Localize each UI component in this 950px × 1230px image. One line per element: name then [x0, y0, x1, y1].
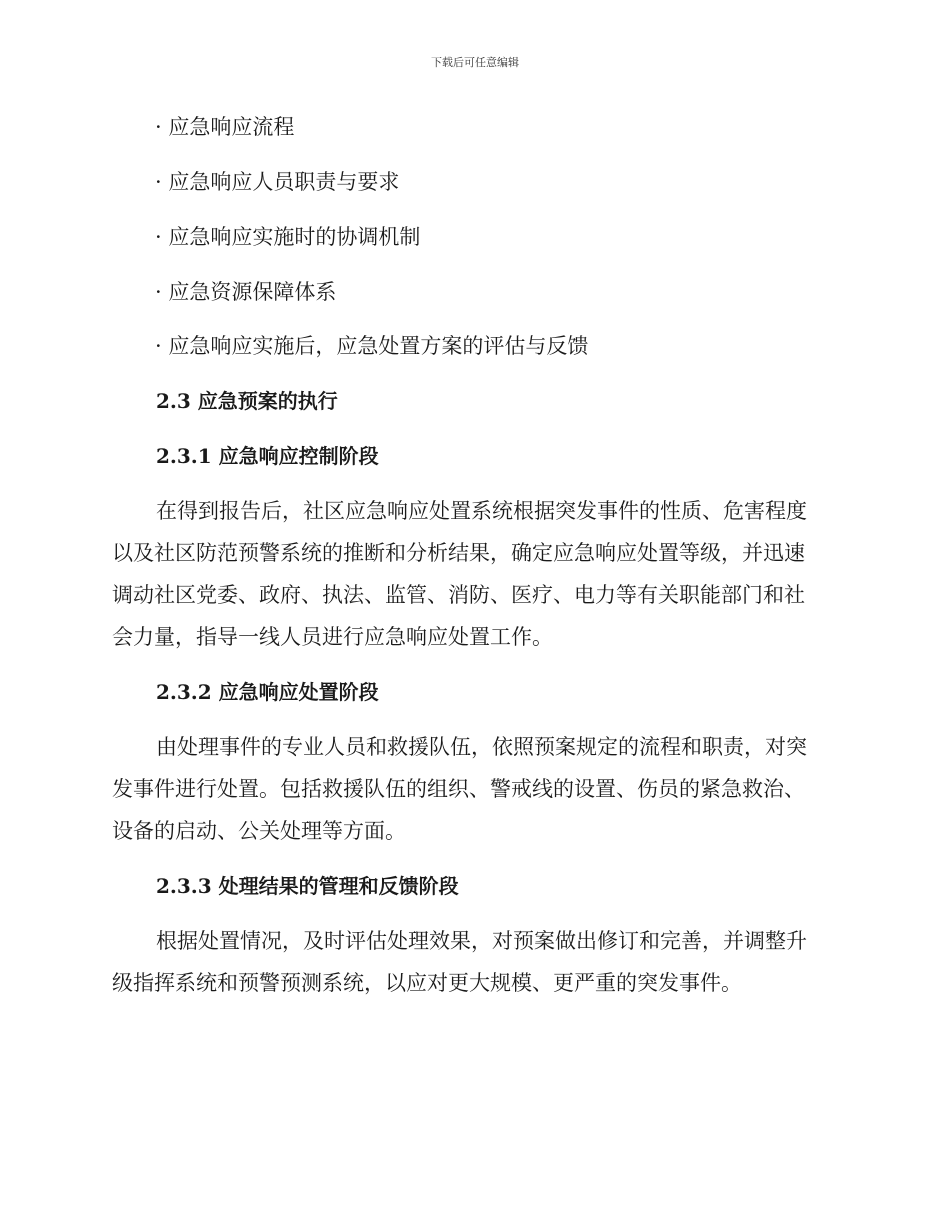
paragraph-line: 级指挥系统和预警预测系统，以应对更大规模、更严重的突发事件。 — [112, 971, 742, 995]
bullet-item: · 应急响应流程 — [155, 115, 295, 139]
bullet-item: · 应急资源保障体系 — [155, 280, 337, 304]
page-header: 下载后可任意编辑 — [431, 56, 519, 69]
paragraph-line: 设备的启动、公关处理等方面。 — [112, 819, 406, 843]
paragraph-line: 发事件进行处置。包括救援队伍的组织、警戒线的设置、伤员的紧急救治、 — [112, 777, 805, 801]
section-heading: 2.3 应急预案的执行 — [156, 389, 338, 413]
paragraph-line: 由处理事件的专业人员和救援队伍，依照预案规定的流程和职责，对突 — [156, 735, 807, 759]
bullet-item: · 应急响应人员职责与要求 — [155, 170, 400, 194]
bullet-item: · 应急响应实施时的协调机制 — [155, 225, 421, 249]
paragraph-line: 根据处置情况，及时评估处理效果，对预案做出修订和完善，并调整升 — [156, 929, 807, 953]
subsection-heading: 2.3.2 应急响应处置阶段 — [156, 680, 379, 704]
paragraph-line: 以及社区防范预警系统的推断和分析结果，确定应急响应处置等级，并迅速 — [112, 541, 805, 565]
paragraph-line: 会力量，指导一线人员进行应急响应处置工作。 — [112, 625, 553, 649]
subsection-heading: 2.3.3 处理结果的管理和反馈阶段 — [156, 874, 459, 898]
paragraph-line: 调动社区党委、政府、执法、监管、消防、医疗、电力等有关职能部门和社 — [112, 583, 805, 607]
bullet-item: · 应急响应实施后，应急处置方案的评估与反馈 — [155, 334, 589, 358]
paragraph-line: 在得到报告后，社区应急响应处置系统根据突发事件的性质、危害程度 — [156, 499, 807, 523]
subsection-heading: 2.3.1 应急响应控制阶段 — [156, 444, 379, 468]
